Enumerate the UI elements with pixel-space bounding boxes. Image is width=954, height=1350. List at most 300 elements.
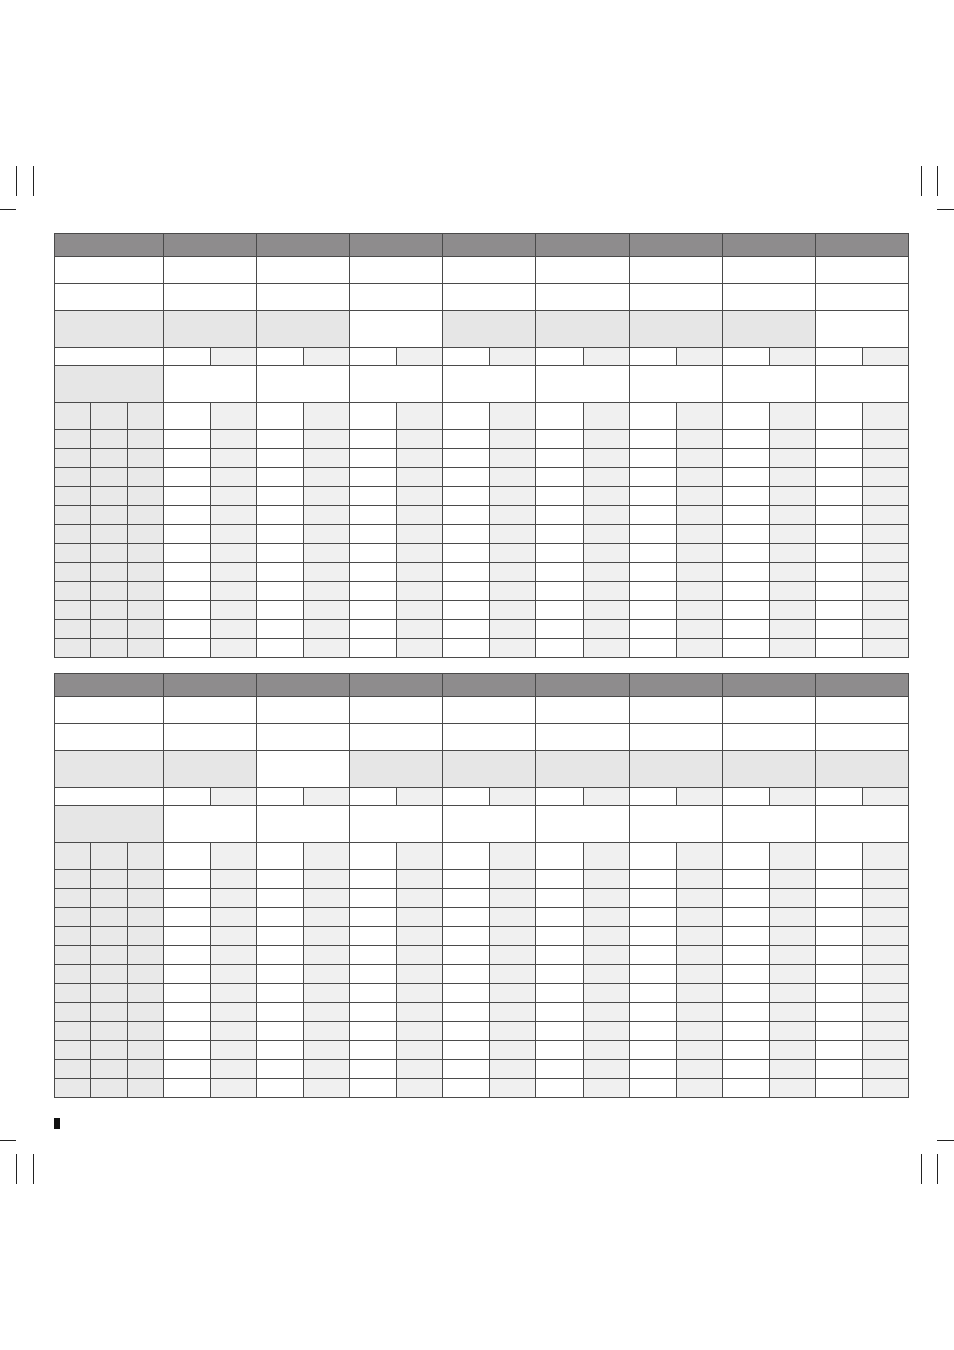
value-cell-b xyxy=(490,620,536,639)
row-key-a xyxy=(55,639,91,658)
value-cell-b xyxy=(397,1060,443,1079)
value-cell-a xyxy=(443,620,490,639)
value-cell-b xyxy=(769,449,815,468)
value-cell-b xyxy=(304,544,350,563)
row-key-a xyxy=(55,468,91,487)
spec-row xyxy=(55,697,909,724)
value-cell-a xyxy=(536,946,583,965)
header-model-cell xyxy=(164,674,257,697)
value-cell-a xyxy=(815,908,862,927)
spec-value-cell xyxy=(722,751,815,788)
value-cell-b xyxy=(304,1041,350,1060)
spec-value-cell xyxy=(815,284,908,311)
value-cell-a xyxy=(722,601,769,620)
value-cell-b xyxy=(304,984,350,1003)
value-cell-a xyxy=(350,1003,397,1022)
sub-cell-b xyxy=(211,348,257,366)
value-cell-b xyxy=(769,908,815,927)
value-cell-a xyxy=(629,1060,676,1079)
value-cell-a xyxy=(257,1079,304,1098)
value-cell-b xyxy=(676,525,722,544)
value-cell-a xyxy=(629,544,676,563)
spec-value-cell xyxy=(722,366,815,403)
value-cell-b xyxy=(490,639,536,658)
value-cell-b xyxy=(769,1022,815,1041)
value-cell-b xyxy=(397,946,443,965)
value-cell-b xyxy=(397,544,443,563)
value-cell-b xyxy=(583,927,629,946)
table-row xyxy=(55,430,909,449)
crop-mark-top-right-v2 xyxy=(937,166,938,196)
value-cell-a xyxy=(257,1060,304,1079)
spec-table-top xyxy=(54,233,909,658)
row-key-b xyxy=(91,468,128,487)
sub-cell-a xyxy=(629,788,676,806)
spec-value-cell xyxy=(536,751,629,788)
spec-row xyxy=(55,257,909,284)
value-cell-b xyxy=(862,927,908,946)
value-cell-b xyxy=(676,1060,722,1079)
value-cell-a xyxy=(443,563,490,582)
value-cell-b xyxy=(769,601,815,620)
value-cell-a xyxy=(164,1079,211,1098)
value-cell-a xyxy=(629,506,676,525)
value-cell-b xyxy=(397,889,443,908)
value-cell-b xyxy=(769,620,815,639)
table-row xyxy=(55,870,909,889)
value-cell-a xyxy=(536,1022,583,1041)
row-key-c xyxy=(128,639,164,658)
value-cell-a xyxy=(257,1003,304,1022)
row-key-a xyxy=(55,1041,91,1060)
value-cell-a xyxy=(350,620,397,639)
value-cell-b xyxy=(862,1079,908,1098)
value-cell-a xyxy=(350,927,397,946)
value-cell-a xyxy=(722,639,769,658)
value-cell-b xyxy=(676,563,722,582)
spec-value-cell xyxy=(164,257,257,284)
spec-label-cell xyxy=(55,257,164,284)
value-cell-b xyxy=(862,449,908,468)
value-cell-b xyxy=(769,927,815,946)
value-cell-b xyxy=(304,620,350,639)
value-cell-b xyxy=(769,430,815,449)
spec-label-cell xyxy=(55,724,164,751)
sub-cell-a xyxy=(536,348,583,366)
value-cell-a xyxy=(257,639,304,658)
value-cell-b xyxy=(769,582,815,601)
value-cell-a xyxy=(164,563,211,582)
value-cell-b xyxy=(304,908,350,927)
value-cell-a xyxy=(164,870,211,889)
value-cell-b xyxy=(862,430,908,449)
row-key-c xyxy=(128,1079,164,1098)
value-cell-a xyxy=(350,1079,397,1098)
value-cell-b xyxy=(583,582,629,601)
value-cell-a xyxy=(536,430,583,449)
value-cell-a xyxy=(815,620,862,639)
value-cell-b xyxy=(490,843,536,870)
value-cell-b xyxy=(583,449,629,468)
row-key-a xyxy=(55,1022,91,1041)
table-row xyxy=(55,487,909,506)
spec-value-cell xyxy=(443,806,536,843)
spec-value-cell xyxy=(257,311,350,348)
value-cell-a xyxy=(164,1041,211,1060)
value-cell-a xyxy=(722,1060,769,1079)
spec-row xyxy=(55,366,909,403)
value-cell-a xyxy=(257,843,304,870)
value-cell-b xyxy=(862,1022,908,1041)
table-row xyxy=(55,965,909,984)
spec-value-cell xyxy=(815,366,908,403)
value-cell-a xyxy=(257,620,304,639)
value-cell-a xyxy=(722,544,769,563)
value-cell-a xyxy=(629,468,676,487)
value-cell-b xyxy=(211,601,257,620)
value-cell-a xyxy=(629,927,676,946)
value-cell-b xyxy=(304,1060,350,1079)
value-cell-b xyxy=(583,601,629,620)
value-cell-b xyxy=(769,1041,815,1060)
value-cell-a xyxy=(536,449,583,468)
value-cell-b xyxy=(397,582,443,601)
value-cell-b xyxy=(769,525,815,544)
spec-value-cell xyxy=(722,806,815,843)
value-cell-b xyxy=(211,506,257,525)
value-cell-a xyxy=(629,601,676,620)
value-cell-b xyxy=(490,468,536,487)
value-cell-b xyxy=(862,889,908,908)
row-key-b xyxy=(91,525,128,544)
value-cell-a xyxy=(815,1041,862,1060)
value-cell-a xyxy=(164,843,211,870)
sub-cell-b xyxy=(490,788,536,806)
row-key-b xyxy=(91,1079,128,1098)
spec-label-cell xyxy=(55,751,164,788)
sub-cell-a xyxy=(164,348,211,366)
value-cell-a xyxy=(164,449,211,468)
spec-value-cell xyxy=(536,311,629,348)
value-cell-b xyxy=(490,544,536,563)
value-cell-b xyxy=(397,1022,443,1041)
value-cell-a xyxy=(443,889,490,908)
spec-value-cell xyxy=(443,257,536,284)
header-model-cell xyxy=(443,674,536,697)
spec-value-cell xyxy=(815,257,908,284)
value-cell-a xyxy=(722,487,769,506)
value-cell-a xyxy=(536,487,583,506)
table-row xyxy=(55,1060,909,1079)
value-cell-b xyxy=(769,1079,815,1098)
sub-cell-a xyxy=(815,788,862,806)
spec-value-cell xyxy=(536,697,629,724)
spec-value-cell xyxy=(350,311,443,348)
value-cell-b xyxy=(211,946,257,965)
table-row xyxy=(55,1041,909,1060)
value-cell-a xyxy=(815,946,862,965)
value-cell-a xyxy=(350,563,397,582)
spec-value-cell xyxy=(164,697,257,724)
row-key-a xyxy=(55,544,91,563)
value-cell-a xyxy=(629,525,676,544)
value-cell-a xyxy=(629,889,676,908)
spec-label-cell xyxy=(55,311,164,348)
row-key-a xyxy=(55,620,91,639)
value-cell-b xyxy=(583,430,629,449)
value-cell-a xyxy=(164,430,211,449)
row-key-a xyxy=(55,506,91,525)
value-cell-b xyxy=(583,506,629,525)
value-cell-a xyxy=(443,908,490,927)
header-model-cell xyxy=(257,674,350,697)
value-cell-a xyxy=(257,965,304,984)
value-cell-b xyxy=(211,449,257,468)
value-cell-a xyxy=(164,468,211,487)
value-cell-b xyxy=(862,908,908,927)
sub-cell-b xyxy=(862,788,908,806)
value-cell-b xyxy=(676,984,722,1003)
value-cell-a xyxy=(536,908,583,927)
spec-row xyxy=(55,806,909,843)
value-cell-a xyxy=(257,601,304,620)
value-cell-a xyxy=(350,946,397,965)
header-model-cell xyxy=(536,674,629,697)
row-key-b xyxy=(91,927,128,946)
value-cell-a xyxy=(443,430,490,449)
value-cell-b xyxy=(676,487,722,506)
value-cell-b xyxy=(490,946,536,965)
value-cell-a xyxy=(629,620,676,639)
table-row xyxy=(55,544,909,563)
value-cell-b xyxy=(769,965,815,984)
table-row xyxy=(55,601,909,620)
value-cell-a xyxy=(629,1041,676,1060)
row-key-a xyxy=(55,908,91,927)
value-cell-a xyxy=(815,430,862,449)
value-cell-a xyxy=(164,927,211,946)
value-cell-a xyxy=(443,965,490,984)
value-cell-b xyxy=(862,563,908,582)
value-cell-a xyxy=(722,908,769,927)
value-cell-b xyxy=(862,1060,908,1079)
row-key-a xyxy=(55,889,91,908)
value-cell-b xyxy=(769,468,815,487)
table-row xyxy=(55,506,909,525)
value-cell-a xyxy=(815,544,862,563)
value-cell-a xyxy=(350,965,397,984)
value-cell-a xyxy=(536,965,583,984)
row-key-b xyxy=(91,430,128,449)
header-model-cell xyxy=(257,234,350,257)
header-model-cell xyxy=(629,234,722,257)
value-cell-b xyxy=(676,1041,722,1060)
value-cell-a xyxy=(815,984,862,1003)
spec-value-cell xyxy=(722,284,815,311)
value-cell-b xyxy=(583,544,629,563)
sub-cell-a xyxy=(350,788,397,806)
value-cell-b xyxy=(397,843,443,870)
value-cell-b xyxy=(211,544,257,563)
sub-header-row xyxy=(55,348,909,366)
value-cell-a xyxy=(722,1079,769,1098)
value-cell-b xyxy=(676,468,722,487)
row-key-b xyxy=(91,1060,128,1079)
table-row xyxy=(55,1022,909,1041)
value-cell-b xyxy=(862,468,908,487)
value-cell-a xyxy=(815,506,862,525)
value-cell-a xyxy=(350,984,397,1003)
spec-value-cell xyxy=(257,751,350,788)
value-cell-b xyxy=(490,1041,536,1060)
crop-mark-bottom-left-v1 xyxy=(16,1154,17,1184)
table-row xyxy=(55,984,909,1003)
value-cell-b xyxy=(304,582,350,601)
value-cell-b xyxy=(862,506,908,525)
spec-value-cell xyxy=(629,311,722,348)
spec-value-cell xyxy=(350,697,443,724)
row-key-c xyxy=(128,582,164,601)
spec-value-cell xyxy=(164,284,257,311)
row-key-b xyxy=(91,1022,128,1041)
value-cell-b xyxy=(490,965,536,984)
value-cell-b xyxy=(211,620,257,639)
value-cell-b xyxy=(769,544,815,563)
sub-cell-b xyxy=(769,348,815,366)
value-cell-b xyxy=(769,889,815,908)
spec-value-cell xyxy=(536,366,629,403)
table-row xyxy=(55,468,909,487)
value-cell-a xyxy=(443,946,490,965)
spec-value-cell xyxy=(815,311,908,348)
value-cell-a xyxy=(815,927,862,946)
row-key-c xyxy=(128,1022,164,1041)
value-cell-b xyxy=(304,525,350,544)
value-cell-a xyxy=(164,639,211,658)
spec-value-cell xyxy=(629,257,722,284)
sub-cell-a xyxy=(443,348,490,366)
row-key-c xyxy=(128,487,164,506)
value-cell-b xyxy=(862,1003,908,1022)
header-model-cell xyxy=(815,674,908,697)
value-cell-b xyxy=(862,601,908,620)
value-cell-b xyxy=(490,487,536,506)
value-cell-b xyxy=(676,639,722,658)
value-cell-a xyxy=(164,946,211,965)
value-cell-a xyxy=(443,843,490,870)
row-key-b xyxy=(91,582,128,601)
value-cell-b xyxy=(397,1041,443,1060)
value-cell-b xyxy=(211,965,257,984)
value-cell-b xyxy=(397,525,443,544)
value-cell-a xyxy=(629,430,676,449)
value-cell-b xyxy=(490,506,536,525)
row-key-b xyxy=(91,946,128,965)
spec-row xyxy=(55,284,909,311)
row-key-a xyxy=(55,563,91,582)
value-cell-b xyxy=(211,1060,257,1079)
value-cell-a xyxy=(815,449,862,468)
table-row xyxy=(55,582,909,601)
row-key-b xyxy=(91,870,128,889)
value-cell-b xyxy=(676,620,722,639)
row-key-b xyxy=(91,601,128,620)
header-model-cell xyxy=(536,234,629,257)
value-cell-a xyxy=(536,843,583,870)
value-cell-b xyxy=(676,870,722,889)
value-cell-b xyxy=(583,487,629,506)
value-cell-b xyxy=(211,1003,257,1022)
value-cell-b xyxy=(583,1079,629,1098)
crop-mark-bottom-right-v1 xyxy=(921,1154,922,1184)
value-cell-a xyxy=(722,889,769,908)
value-cell-b xyxy=(304,965,350,984)
crop-mark-top-right-h xyxy=(937,209,954,210)
value-cell-b xyxy=(490,430,536,449)
value-cell-b xyxy=(397,601,443,620)
value-cell-a xyxy=(722,620,769,639)
row-key-c xyxy=(128,468,164,487)
value-cell-b xyxy=(769,487,815,506)
value-cell-b xyxy=(397,403,443,430)
value-cell-b xyxy=(583,620,629,639)
spec-value-cell xyxy=(257,697,350,724)
value-cell-a xyxy=(815,468,862,487)
value-cell-b xyxy=(862,965,908,984)
row-key-c xyxy=(128,927,164,946)
value-cell-a xyxy=(536,468,583,487)
spec-value-cell xyxy=(815,806,908,843)
sub-cell-a xyxy=(722,788,769,806)
row-key-a xyxy=(55,870,91,889)
value-cell-b xyxy=(397,487,443,506)
value-cell-b xyxy=(211,468,257,487)
row-key-b xyxy=(91,487,128,506)
spec-value-cell xyxy=(629,697,722,724)
value-cell-b xyxy=(862,620,908,639)
value-cell-a xyxy=(350,601,397,620)
value-cell-b xyxy=(397,965,443,984)
crop-mark-bottom-right-h xyxy=(937,1140,954,1141)
spec-value-cell xyxy=(350,806,443,843)
sub-cell-b xyxy=(304,788,350,806)
value-cell-a xyxy=(536,1003,583,1022)
value-cell-b xyxy=(397,563,443,582)
value-cell-b xyxy=(862,639,908,658)
value-cell-a xyxy=(257,1041,304,1060)
row-key-b xyxy=(91,639,128,658)
value-cell-a xyxy=(257,1022,304,1041)
value-cell-b xyxy=(676,601,722,620)
value-cell-b xyxy=(583,525,629,544)
value-cell-b xyxy=(490,1060,536,1079)
crop-mark-bottom-left-h xyxy=(0,1140,16,1141)
value-cell-b xyxy=(211,430,257,449)
value-cell-a xyxy=(722,1041,769,1060)
sub-header-row xyxy=(55,788,909,806)
value-cell-a xyxy=(536,582,583,601)
value-cell-a xyxy=(629,639,676,658)
header-model-cell xyxy=(443,234,536,257)
value-cell-a xyxy=(350,487,397,506)
row-key-c xyxy=(128,544,164,563)
value-cell-a xyxy=(164,487,211,506)
value-cell-a xyxy=(722,1022,769,1041)
value-cell-b xyxy=(211,1041,257,1060)
value-cell-b xyxy=(211,927,257,946)
spec-value-cell xyxy=(722,724,815,751)
value-cell-a xyxy=(815,1060,862,1079)
